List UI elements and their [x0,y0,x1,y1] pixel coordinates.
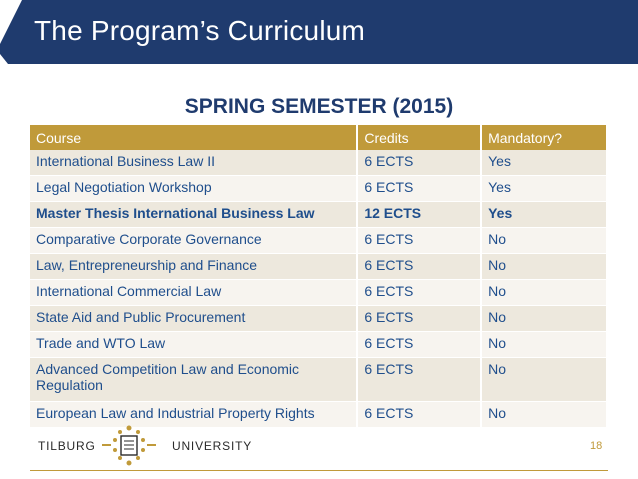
credits-cell: 6 ECTS [357,402,481,428]
course-cell: International Business Law II [30,150,357,176]
credits-cell: 6 ECTS [357,306,481,332]
credits-cell: 6 ECTS [357,358,481,402]
university-logo [38,424,253,468]
course-cell: State Aid and Public Procurement [30,306,357,332]
mandatory-cell: No [481,358,607,402]
course-cell: Legal Negotiation Workshop [30,176,357,202]
mandatory-cell: No [481,228,607,254]
mandatory-cell: Yes [481,176,607,202]
table-row [30,176,607,202]
table-row [30,254,607,280]
course-cell: International Commercial Law [30,280,357,306]
table-row [30,150,607,176]
header-mandatory: Mandatory? [481,125,607,150]
table-row [30,358,607,402]
course-cell: Master Thesis International Business Law [30,202,357,228]
credits-cell: 12 ECTS [357,202,481,228]
table-row [30,332,607,358]
title-bar-corner-notch [0,54,8,64]
course-cell: Trade and WTO Law [30,332,357,358]
course-cell: European Law and Industrial Property Rights [30,402,357,428]
credits-cell: 6 ECTS [357,280,481,306]
credits-cell: 6 ECTS [357,150,481,176]
mandatory-cell: Yes [481,150,607,176]
bottom-divider [30,470,608,471]
page-number: 18 [590,440,603,452]
header-credits: Credits [357,125,481,150]
table-row [30,228,607,254]
mandatory-cell: No [481,332,607,358]
mandatory-cell: No [481,254,607,280]
curriculum-table [30,125,608,428]
credits-cell: 6 ECTS [357,228,481,254]
table-row [30,306,607,332]
slide-title: The Program’s Curriculum [34,15,366,46]
course-cell: Advanced Competition Law and Economic Regulation [30,358,357,402]
credits-cell: 6 ECTS [357,254,481,280]
mandatory-cell: No [481,306,607,332]
mandatory-cell: Yes [481,202,607,228]
credits-cell: 6 ECTS [357,332,481,358]
title-bar [0,0,638,64]
title-bar-corner-cut [0,0,22,44]
header-course: Course [30,125,357,150]
credits-cell: 6 ECTS [357,176,481,202]
mandatory-cell: No [481,402,607,428]
table-row [30,280,607,306]
table-header-row [30,125,607,150]
course-cell: Law, Entrepreneurship and Finance [30,254,357,280]
semester-heading: SPRING SEMESTER (2015) [184,95,454,118]
logo-text-left: TILBURG [38,439,96,453]
seal-icon [96,424,162,468]
course-cell: Comparative Corporate Governance [30,228,357,254]
table-row [30,202,607,228]
mandatory-cell: No [481,280,607,306]
logo-text-right: UNIVERSITY [172,439,253,453]
